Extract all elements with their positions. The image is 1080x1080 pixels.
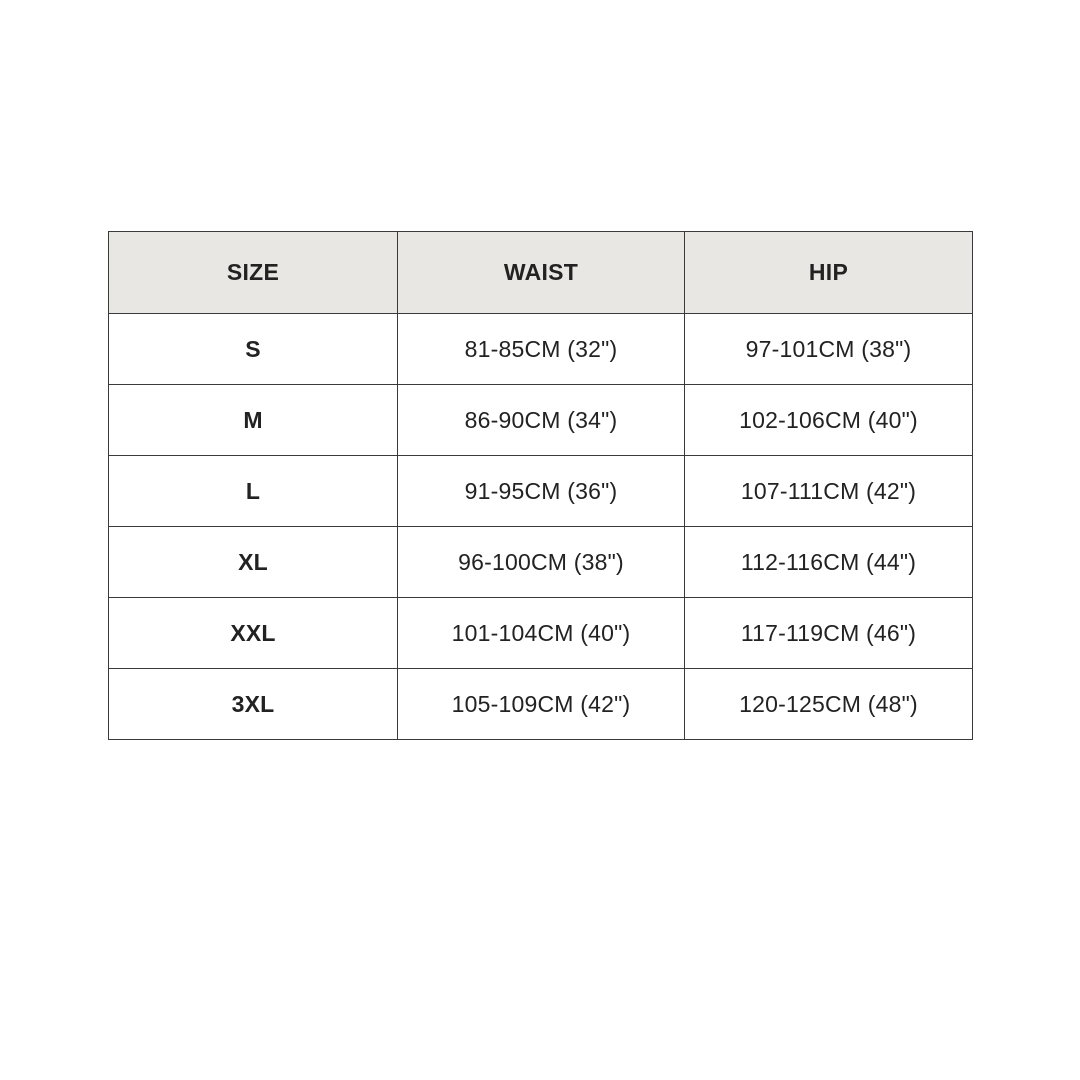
waist-cell: 86-90CM (34") [398,385,685,456]
waist-cell: 81-85CM (32") [398,314,685,385]
header-size: SIZE [109,232,398,314]
size-cell: 3XL [109,669,398,740]
table-row [109,527,973,598]
size-cell: XXL [109,598,398,669]
hip-cell: 97-101CM (38") [685,314,973,385]
hip-cell: 117-119CM (46") [685,598,973,669]
table-row [109,669,973,740]
hip-cell: 120-125CM (48") [685,669,973,740]
table-row [109,598,973,669]
size-cell: L [109,456,398,527]
table-row [109,385,973,456]
hip-cell: 107-111CM (42") [685,456,973,527]
table-row [109,456,973,527]
table-row [109,314,973,385]
header-row [109,232,973,314]
table-header [109,232,973,314]
size-cell: M [109,385,398,456]
waist-cell: 91-95CM (36") [398,456,685,527]
hip-cell: 102-106CM (40") [685,385,973,456]
table-body [109,314,973,740]
size-cell: XL [109,527,398,598]
waist-cell: 96-100CM (38") [398,527,685,598]
hip-cell: 112-116CM (44") [685,527,973,598]
size-cell: S [109,314,398,385]
header-hip: HIP [685,232,973,314]
size-chart-table [108,231,973,740]
waist-cell: 101-104CM (40") [398,598,685,669]
waist-cell: 105-109CM (42") [398,669,685,740]
header-waist: WAIST [398,232,685,314]
